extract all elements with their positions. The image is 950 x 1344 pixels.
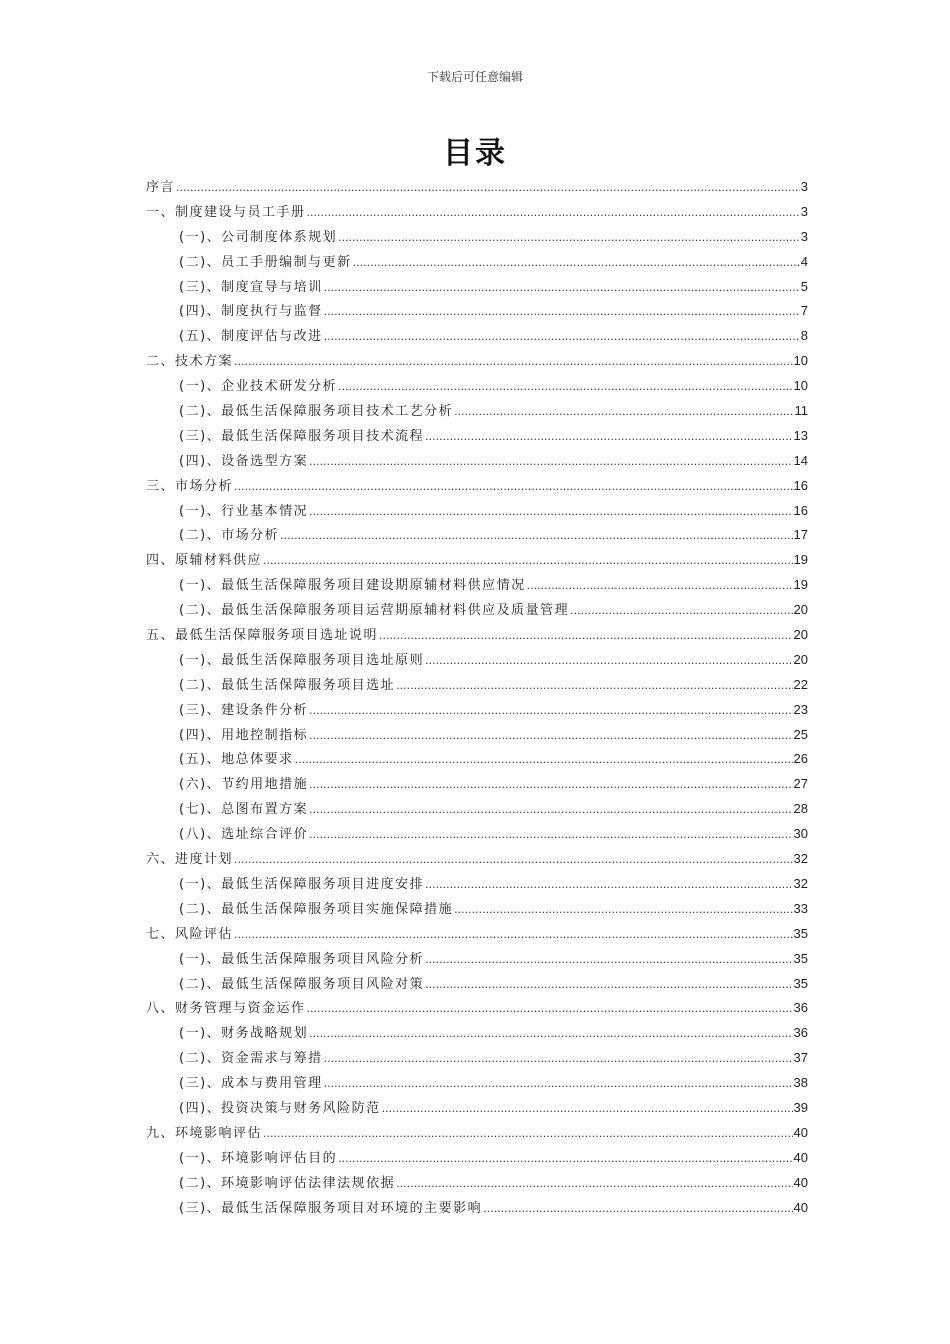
toc-entry[interactable] [146,1122,808,1147]
toc-entry-page-number: 28 [793,801,808,817]
toc-entry-label: (一)、财务战略规划 [179,1026,309,1042]
toc-entry[interactable] [146,1147,808,1172]
toc-entry[interactable] [146,923,808,948]
toc-entry[interactable] [146,226,808,251]
toc-entry-page-number: 25 [793,726,808,742]
toc-entry-page-number: 11 [794,403,808,419]
toc-entry-label: 四、原辅材料供应 [146,553,263,569]
toc-entry[interactable] [146,1022,808,1047]
toc-dot-leader [425,953,792,966]
toc-dot-leader [263,554,793,567]
toc-entry[interactable] [146,574,808,599]
toc-entry-label: (一)、最低生活保障服务项目进度安排 [179,876,425,892]
toc-entry-page-number: 40 [793,1174,808,1190]
toc-entry[interactable] [146,649,808,674]
toc-dot-leader [309,1027,792,1040]
toc-dot-leader [425,978,792,991]
toc-dot-leader [263,1127,793,1140]
toc-entry-label: (四)、制度执行与监督 [179,304,323,320]
toc-entry[interactable] [146,773,808,798]
toc-dot-leader [570,604,792,617]
toc-dot-leader [324,1077,793,1090]
toc-entry-page-number: 30 [793,826,808,842]
toc-entry-label: (七)、总图布置方案 [179,802,309,818]
toc-entry-label: (一)、企业技术研发分析 [179,379,338,395]
toc-dot-leader [176,181,800,194]
toc-dot-leader [324,330,800,343]
toc-dot-leader [382,1102,793,1115]
toc-entry-label: (三)、建设条件分析 [179,702,309,718]
toc-entry-label: 一、制度建设与员工手册 [146,204,306,220]
toc-entry-page-number: 40 [793,1149,808,1165]
toc-entry-page-number: 10 [793,378,808,394]
toc-entry-label: (二)、最低生活保障服务项目风险对策 [179,976,425,992]
toc-entry-page-number: 19 [793,577,808,593]
toc-entry-page-number: 19 [793,552,808,568]
toc-entry-label: (一)、最低生活保障服务项目选址原则 [179,652,425,668]
toc-dot-leader [338,231,800,244]
toc-entry-label: (一)、最低生活保障服务项目风险分析 [179,951,425,967]
toc-entry-label: 六、进度计划 [146,852,234,868]
toc-entry-label: 八、财务管理与资金运作 [146,1001,306,1017]
toc-dot-leader [309,505,792,518]
toc-entry-page-number: 38 [793,1075,808,1091]
toc-entry-page-number: 3 [800,179,808,194]
toc-entry-label: 五、最低生活保障服务项目选址说明 [146,628,379,644]
toc-entry[interactable] [146,400,808,425]
toc-entry-label: (一)、最低生活保障服务项目建设期原辅材料供应情况 [179,578,526,594]
toc-dot-leader [309,729,792,742]
toc-entry-page-number: 5 [800,278,808,294]
toc-entry-page-number: 37 [793,1050,808,1066]
toc-entry[interactable] [146,425,808,450]
toc-entry[interactable] [146,475,808,500]
toc-entry-label: (二)、最低生活保障服务项目运营期原辅材料供应及质量管理 [179,603,570,619]
toc-entry-page-number: 4 [800,253,808,269]
toc-entry-page-number: 32 [793,851,808,867]
toc-entry-label: (六)、节约用地措施 [179,777,309,793]
toc-entry[interactable] [146,1197,808,1222]
toc-entry-label: 序言 [146,180,176,195]
toc-entry-page-number: 36 [793,1025,808,1041]
toc-entry-page-number: 16 [793,502,808,518]
toc-entry-label: (三)、最低生活保障服务项目技术流程 [179,428,425,444]
toc-entry-label: 九、环境影响评估 [146,1125,263,1141]
toc-entry-label: (四)、用地控制指标 [179,727,309,743]
toc-entry[interactable] [146,997,808,1022]
toc-dot-leader [425,430,792,443]
toc-entry-label: (五)、地总体要求 [179,752,294,768]
toc-entry-page-number: 35 [793,975,808,991]
toc-entry[interactable] [146,201,808,226]
toc-entry[interactable] [146,300,808,325]
toc-entry[interactable] [146,450,808,475]
toc-entry[interactable] [146,624,808,649]
toc-entry[interactable] [146,500,808,525]
toc-dot-leader [234,480,793,493]
toc-entry[interactable] [146,798,808,823]
toc-entry[interactable] [146,1047,808,1072]
toc-entry-page-number: 7 [800,303,808,319]
toc-entry-page-number: 3 [800,203,808,219]
toc-entry[interactable] [146,549,808,574]
toc-entry-label: (五)、制度评估与改进 [179,329,323,345]
toc-entry-label: (四)、投资决策与财务风险防范 [179,1100,381,1116]
toc-entry[interactable] [146,898,808,923]
toc-entry[interactable] [146,724,808,749]
table-of-contents [146,176,808,1221]
toc-dot-leader [396,679,792,692]
toc-entry-label: (二)、环境影响评估法律法规依据 [179,1175,396,1191]
toc-entry-page-number: 16 [793,477,808,493]
toc-entry-label: 三、市场分析 [146,478,234,494]
toc-dot-leader [307,206,800,219]
toc-entry-page-number: 35 [793,925,808,941]
toc-entry-page-number: 26 [793,751,808,767]
toc-dot-leader [454,903,792,916]
toc-dot-leader [234,928,793,941]
toc-entry-label: (四)、设备选型方案 [179,453,309,469]
toc-dot-leader [309,778,792,791]
toc-entry[interactable] [146,848,808,873]
toc-entry-label: (三)、制度宣导与培训 [179,279,323,295]
toc-entry-label: (三)、成本与费用管理 [179,1076,323,1092]
toc-entry[interactable] [146,350,808,375]
toc-entry[interactable] [146,674,808,699]
toc-entry-page-number: 20 [793,627,808,643]
toc-entry-page-number: 32 [793,875,808,891]
toc-dot-leader [309,455,792,468]
header-note: 下载后可任意编辑 [426,70,523,84]
toc-dot-leader [324,281,800,294]
toc-entry[interactable] [146,375,808,400]
toc-entry-label: (二)、最低生活保障服务项目技术工艺分析 [179,404,454,420]
toc-dot-leader [295,753,793,766]
toc-dot-leader [527,579,793,592]
toc-entry[interactable] [146,973,808,998]
toc-dot-leader [353,256,800,269]
toc-dot-leader [234,853,793,866]
toc-entry-page-number: 40 [793,1124,808,1140]
toc-entry-label: 七、风险评估 [146,926,234,942]
toc-dot-leader [307,1002,793,1015]
toc-entry[interactable] [146,325,808,350]
toc-entry-page-number: 10 [793,353,808,369]
toc-entry[interactable] [146,524,808,549]
toc-entry-page-number: 35 [793,950,808,966]
toc-dot-leader [309,828,792,841]
toc-entry-page-number: 20 [793,602,808,618]
toc-entry-label: (八)、选址综合评价 [179,827,309,843]
toc-dot-leader [396,1177,792,1190]
toc-entry-page-number: 3 [800,228,808,244]
toc-entry[interactable] [146,948,808,973]
toc-entry-label: (二)、市场分析 [179,528,280,544]
toc-entry[interactable] [146,699,808,724]
toc-dot-leader [338,380,792,393]
toc-dot-leader [379,629,793,642]
toc-entry-page-number: 33 [793,900,808,916]
toc-entry[interactable] [146,823,808,848]
toc-dot-leader [324,1052,793,1065]
toc-entry[interactable] [146,1097,808,1122]
toc-dot-leader [324,305,800,318]
toc-entry-label: (二)、最低生活保障服务项目选址 [179,677,396,693]
toc-dot-leader [309,803,792,816]
toc-entry-label: (三)、最低生活保障服务项目对环境的主要影响 [179,1200,483,1216]
toc-entry-page-number: 8 [800,328,808,344]
page-title: 目录 [443,136,507,171]
toc-entry[interactable] [146,251,808,276]
toc-entry-label: (二)、员工手册编制与更新 [179,254,352,270]
toc-entry-page-number: 40 [793,1199,808,1215]
toc-dot-leader [234,355,793,368]
toc-entry-page-number: 22 [793,676,808,692]
toc-dot-leader [425,654,792,667]
toc-entry-page-number: 36 [793,1000,808,1016]
toc-entry-page-number: 20 [793,651,808,667]
toc-dot-leader [425,878,792,891]
toc-dot-leader [309,704,792,717]
toc-entry[interactable] [146,873,808,898]
toc-entry[interactable] [146,176,808,201]
toc-entry-page-number: 23 [793,701,808,717]
toc-entry-label: (二)、最低生活保障服务项目实施保障措施 [179,901,454,917]
toc-entry[interactable] [146,599,808,624]
toc-dot-leader [483,1202,792,1215]
toc-entry[interactable] [146,748,808,773]
toc-entry-page-number: 17 [793,527,808,543]
toc-entry-label: (一)、环境影响评估目的 [179,1150,338,1166]
toc-entry-label: (一)、公司制度体系规划 [179,229,338,245]
toc-entry[interactable] [146,276,808,301]
toc-entry-label: 二、技术方案 [146,354,234,370]
toc-entry-page-number: 13 [793,427,808,443]
toc-entry-label: (一)、行业基本情况 [179,503,309,519]
toc-entry[interactable] [146,1072,808,1097]
toc-entry[interactable] [146,1172,808,1197]
toc-entry-page-number: 14 [793,452,808,468]
toc-entry-page-number: 27 [793,776,808,792]
toc-dot-leader [454,405,793,418]
toc-entry-label: (二)、资金需求与筹措 [179,1051,323,1067]
toc-dot-leader [280,529,792,542]
toc-entry-page-number: 39 [793,1099,808,1115]
toc-dot-leader [338,1152,792,1165]
